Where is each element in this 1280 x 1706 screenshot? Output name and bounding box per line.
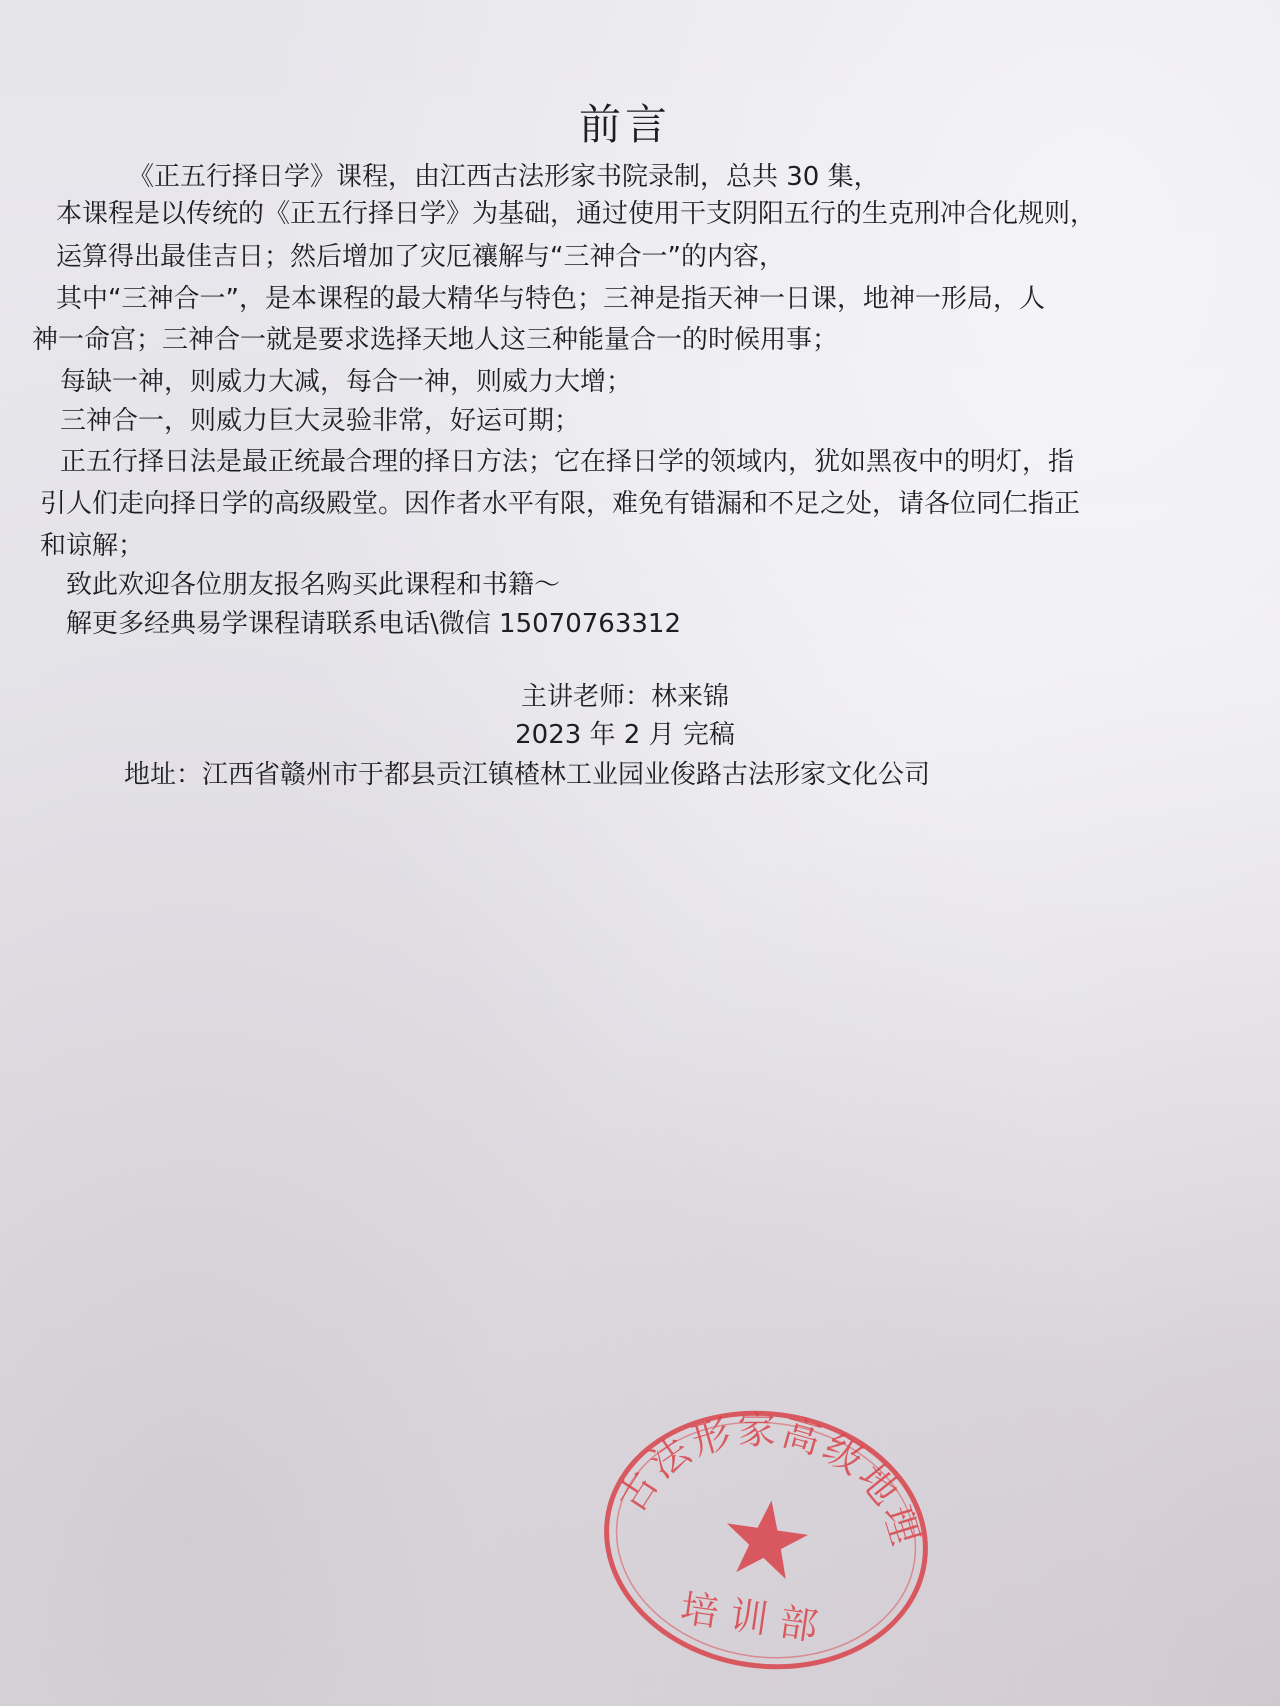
address-line: 地址：江西省赣州市于都县贡江镇楂林工业园业俊路古法形家文化公司 (124, 760, 931, 790)
seal-bottom-text: 培训部 (677, 1586, 833, 1651)
star-icon (720, 1495, 812, 1582)
paragraph-line: 引人们走向择日学的高级殿堂。因作者水平有限，难免有错漏和不足之处，请各位同仁指正 (40, 489, 1081, 519)
paragraph-line: 三神合一，则威力巨大灵验非常，好运可期； (60, 406, 581, 436)
completion-date: 2023 年 2 月 完稿 (515, 720, 735, 750)
seal-arc-text: 古法形家高级地理 (609, 1408, 930, 1554)
paragraph-line: 每缺一神，则威力大减，每合一神，则威力大增； (60, 367, 633, 397)
paragraph-line: 其中“三神合一”，是本课程的最大精华与特色；三神是指天神一日课，地神一形局，人 (56, 284, 1045, 314)
company-seal (579, 1382, 954, 1699)
paragraph-line: 致此欢迎各位朋友报名购买此课程和书籍～ (66, 570, 561, 600)
paragraph-line: 运算得出最佳吉日；然后增加了灾厄禳解与“三神合一”的内容， (56, 242, 785, 272)
paragraph-line: 《正五行择日学》课程，由江西古法形家书院录制，总共 30 集， (128, 162, 880, 192)
paragraph-line: 本课程是以传统的《正五行择日学》为基础，通过使用干支阴阳五行的生克刑冲合化规则， (56, 199, 1097, 229)
paragraph-line: 解更多经典易学课程请联系电话\微信 15070763312 (66, 609, 681, 639)
page-title: 前言 (578, 100, 671, 149)
lecturer-line: 主讲老师：林来锦 (520, 682, 729, 712)
paragraph-line: 正五行择日法是最正统最合理的择日方法；它在择日学的领域内，犹如黑夜中的明灯，指 (60, 447, 1075, 477)
paragraph-line: 神一命宫；三神合一就是要求选择天地人这三种能量合一的时候用事； (32, 325, 839, 355)
paragraph-line: 和谅解； (40, 531, 145, 561)
